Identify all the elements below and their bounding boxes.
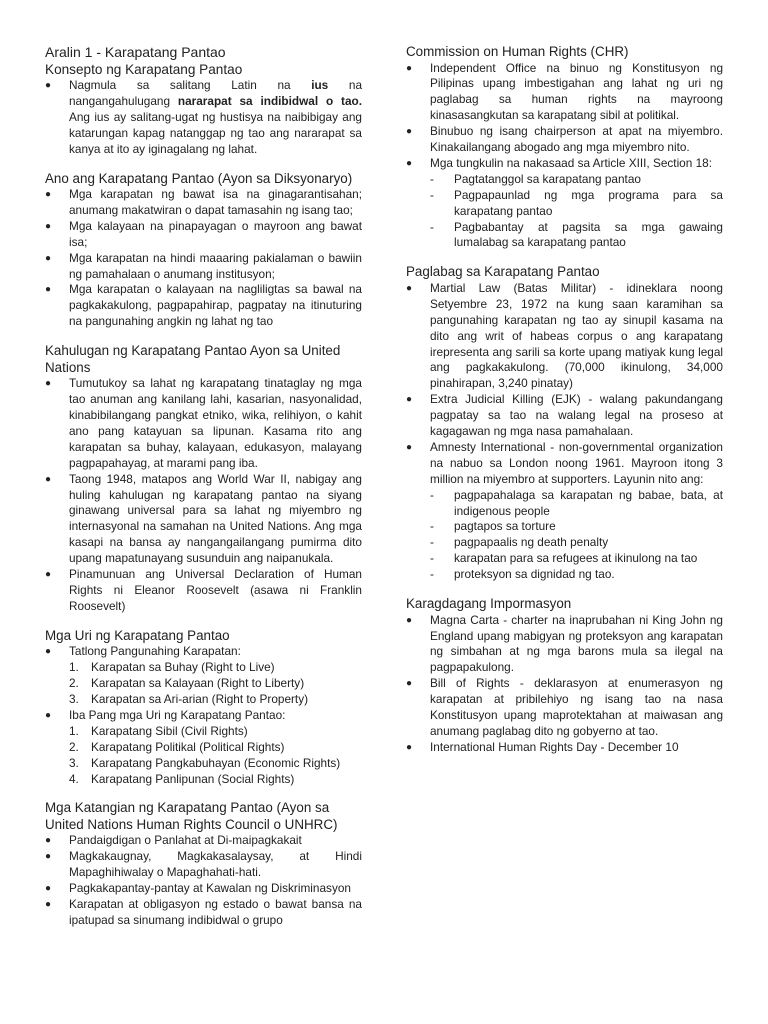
katangian-list <box>45 833 362 928</box>
bullet-icon: ● <box>45 284 52 296</box>
bullet-icon: ● <box>45 646 52 658</box>
bullet-icon: ● <box>406 441 413 453</box>
list-item: ● Pinamunuan ang Universal Declaration of Human Rights ni Eleanor Roosevelt (asawa ni Franklin Roosevelt) <box>45 567 362 613</box>
uri-heading: Mga Uri ng Karapatang Pantao <box>45 627 230 643</box>
karagdagan-heading: Karagdagang Impormasyon <box>406 596 572 612</box>
list-item: 4. Karapatang Panlipunan (Social Rights) <box>69 771 295 786</box>
list-item: - Pagtatanggol sa karapatang pantao <box>430 171 641 186</box>
lesson-title: Aralin 1 - Karapatang Pantao <box>45 44 226 60</box>
iba-pang-uri-list <box>45 724 362 788</box>
tungkulin-list <box>406 172 723 252</box>
list-item: 3. Karapatan sa Ari-arian (Right to Property) <box>69 692 309 706</box>
bullet-icon: ● <box>406 157 413 169</box>
bullet-icon: ● <box>406 394 413 406</box>
bullet-icon: ● <box>406 614 413 626</box>
chr-list <box>406 61 723 172</box>
bullet-icon: ● <box>45 473 52 485</box>
pangunahing-karapatan-list <box>45 660 362 708</box>
list-item: - pagpapaalis ng death penalty <box>430 535 609 550</box>
chr-heading: Commission on Human Rights (CHR) <box>406 44 629 59</box>
list-item: ● Independent Office na binuo ng Konstitusyon ng Pilipinas upang imbestigahan ang lahat ng uri ng paglabag sa human rights na mayroong kinasasangkutan sa karapatang sibil at politikal. <box>406 60 723 123</box>
list-item: 1. Karapatan sa Buhay (Right to Live) <box>69 660 275 675</box>
list-item: 3. Karapatang Pangkabuhayan (Economic Rights) <box>69 755 341 770</box>
list-item: ● Magkakaugnay, Magkakasalaysay, at Hindi Mapaghihiwalay o Mapaghahati-hati. <box>45 849 362 880</box>
paglabag-heading: Paglabag sa Karapatang Pantao <box>406 264 600 280</box>
list-item: ● Tumutukoy sa lahat ng karapatang tinataglay ng mga tao anuman ang kanilang lahi, kasarian, nasyonalidad, kinabibilangang pangkat etniko, wika, relihiyon, o kahit ano pang katayuan sa lipunan. Kasama rito ang karapatan sa buhay, kalayaan, edukasyon, malayang pagpapahayag, at marami pang iba. <box>45 376 362 470</box>
diksyonaryo-heading: Ano ang Karapatang Pantao (Ayon sa Diksyonaryo) <box>45 170 353 186</box>
bullet-icon: ● <box>45 899 52 911</box>
katangian-heading: Mga Katangian ng Karapatang Pantao (Ayon sa United Nations Human Rights Council o UNHRC) <box>45 800 338 832</box>
bullet-icon: ● <box>45 835 52 847</box>
bullet-icon: ● <box>406 126 413 138</box>
list-item: ● Nagmula sa salitang Latin na ius na nangangahulugang nararapat sa indibidwal o tao. Ang ius ay salitang-ugat ng hustisya na naibibigay ang katarungan kapag natanggap ng tao ang nararapat sa kanya at ito ay iginagalang ng lahat. <box>45 78 363 156</box>
list-item: - Pagbabantay at pagsita sa mga gawaing lumalabag sa karapatang pantao <box>430 219 723 250</box>
bullet-icon: ● <box>406 741 413 753</box>
list-item: ● Tatlong Pangunahing Karapatan: <box>45 644 241 659</box>
list-item: ● Mga karapatan ng bawat isa na ginagarantisahan; anumang makatwiran o dapat tamasahin ng isang tao; <box>45 187 362 217</box>
bullet-icon: ● <box>45 851 52 863</box>
list-item: - karapatan para sa refugees at ikinulong na tao <box>430 551 698 566</box>
list-item: ● Karapatan at obligasyon ng estado o bawat bansa na ipatupad sa sinumang indibidwal o grupo <box>45 897 362 927</box>
list-item: ● Bill of Rights - deklarasyon at enumerasyon ng karapatan at pribilehiyo ng isang tao na nasa Konstitusyon upang maprotektahan at maiwasan ang anumang paglabag dito ng gobyerno at tao. <box>406 676 723 738</box>
list-item: ● Taong 1948, matapos ang World War II, nabigay ang huling kahulugan ng karapatang pantao na siyang ginawang universal para sa lahat ng miyembro ng internasyonal na samahan na United Nations. Ang mga kasapi na bansa ay nangangailangang pumirma dito upang mapatunayang susunduin ang naipanukala. <box>45 471 362 566</box>
uri-list-2 <box>45 708 362 724</box>
karagdagan-list <box>406 613 723 756</box>
bullet-icon: ● <box>406 282 413 294</box>
list-item: 1. Karapatang Sibil (Civil Rights) <box>69 723 248 738</box>
bullet-icon: ● <box>45 569 52 581</box>
bullet-icon: ● <box>45 220 52 232</box>
list-item: - proteksyon sa dignidad ng tao. <box>430 567 615 582</box>
left-column <box>45 44 362 929</box>
list-item: ● Binubuo ng isang chairperson at apat na miyembro. Kinakailangang abogado ang mga miyembro nito. <box>406 124 723 155</box>
list-item: ● Martial Law (Batas Militar) - idineklara noong Setyembre 23, 1972 na kung saan karamihan sa pangunahing karapatan ng tao ay sinupil kasama na dito ang writ of habeas corpus o ang karapatang irepresenta ang sarili sa korte upang matiyak kung legal ang pagkakakulong. (70,000 ikinulong, 34,000 pinahirapan, 3,240 pinatay) <box>406 280 723 391</box>
list-item: - pagtapos sa torture <box>430 519 556 534</box>
list-item: 2. Karapatang Politikal (Political Rights) <box>69 739 285 754</box>
bullet-icon: ● <box>45 252 52 264</box>
paglabag-list <box>406 281 723 488</box>
list-item: ● Pagkakapantay-pantay at Kawalan ng Diskriminasyon <box>45 881 351 896</box>
list-item: 2. Karapatan sa Kalayaan (Right to Liberty) <box>69 676 305 691</box>
list-item: ● Extra Judicial Killing (EJK) - walang pakundangang pagpatay sa tao na walang legal na proseso at kagagawan ng mga nasa pamahalaan. <box>406 392 723 439</box>
un-list <box>45 376 362 615</box>
diksyonaryo-list <box>45 187 362 330</box>
uri-list <box>45 644 362 660</box>
list-item: ● Mga karapatan o kalayaan na nagliligtas sa bawal na pagkakakulong, pagpapahirap, pagpatay na itinuturing na pangunahing angkin ng lahat ng tao <box>45 282 362 329</box>
list-item: ● Mga karapatan na hindi maaaring pakialaman o bawiin ng pamahalaan o anumang institusyon; <box>45 250 362 281</box>
list-item: ● Mga kalayaan na pinapayagan o mayroon ang bawat isa; <box>45 218 362 249</box>
bullet-icon: ● <box>406 62 413 74</box>
layunin-list <box>406 488 723 583</box>
list-item: ● Pandaigdigan o Panlahat at Di-maipagkakait <box>45 833 302 848</box>
konsepto-heading: Konsepto ng Karapatang Pantao <box>45 62 243 77</box>
right-column <box>406 44 723 756</box>
bullet-icon: ● <box>45 189 52 201</box>
list-item: - Pagpapaunlad ng mga programa para sa karapatang pantao <box>430 187 723 218</box>
bullet-icon: ● <box>45 378 52 390</box>
konsepto-list <box>45 78 362 158</box>
list-item: ● Mga tungkulin na nakasaad sa Article XIII, Section 18: <box>406 155 712 170</box>
un-heading: Kahulugan ng Karapatang Pantao Ayon sa United Nations <box>45 343 341 375</box>
bullet-icon: ● <box>406 678 413 690</box>
bullet-icon: ● <box>45 883 52 895</box>
list-item: ● Magna Carta - charter na inaprubahan ni King John ng England upang mabigyan ng proteksyon ang karapatan ng simbahan at ng mga barons mula sa ilegal na pagpapakulong. <box>406 612 723 675</box>
bullet-icon: ● <box>45 80 52 91</box>
list-item: - pagpapahalaga sa karapatan ng babae, bata, at indigenous people <box>430 487 723 518</box>
list-item: ● Iba Pang mga Uri ng Karapatang Pantao: <box>45 707 286 722</box>
bullet-icon: ● <box>45 709 52 721</box>
list-item: ● Amnesty International - non-governmental organization na nabuo sa London noong 1961. Mayroon itong 3 million na miyembro at supporters. Layunin nito ang: <box>406 439 723 486</box>
list-item: ● International Human Rights Day - December 10 <box>406 739 679 754</box>
